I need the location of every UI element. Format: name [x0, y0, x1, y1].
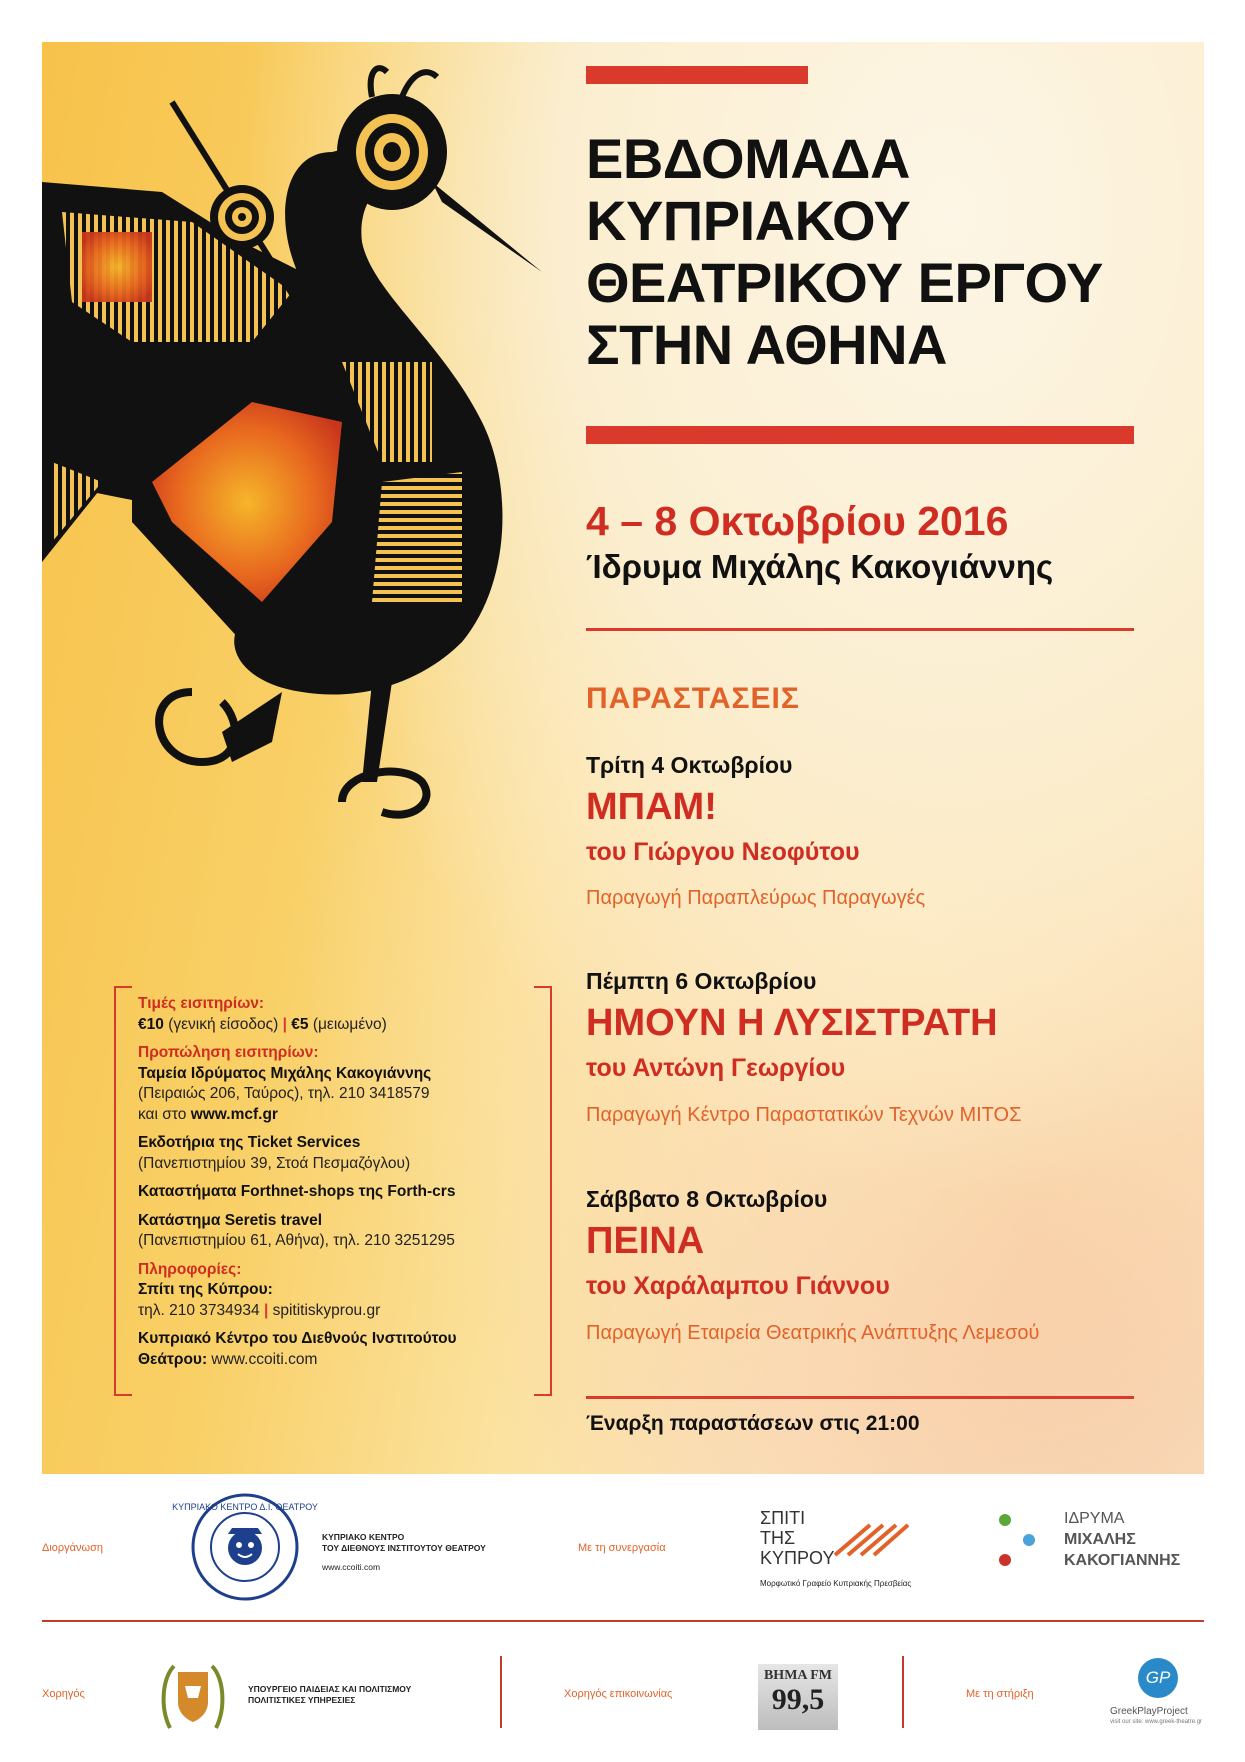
venue-divider	[586, 628, 1134, 631]
organizer-name-1: ΚΥΠΡΙΑΚΟ ΚΕΝΤΡΟ	[322, 1532, 405, 1542]
vima-fm-name: ΒΗΜΑ FM	[763, 1668, 833, 1683]
ticket-services-address: (Πανεπιστημίου 39, Στοά Πεσμαζόγλου)	[138, 1154, 411, 1172]
spiti-stripes-icon	[830, 1510, 910, 1560]
spiti-logo-line-1: ΣΠΙΤΙ	[760, 1508, 806, 1528]
price-reduced: €5	[291, 1015, 309, 1033]
footer-vline-2	[902, 1656, 904, 1728]
seal-text: ΚΥΠΡΙΑΚΟ ΚΕΝΤΡΟ Δ.Ι. ΘΕΑΤΡΟΥ	[172, 1502, 318, 1512]
mcf-line-2: ΜΙΧΑΛΗΣ	[1064, 1531, 1136, 1548]
ccoiti-label: Θεάτρου:	[138, 1350, 208, 1368]
ministry-line-1: ΥΠΟΥΡΓΕΙΟ ΠΑΙΔΕΙΑΣ ΚΑΙ ΠΟΛΙΤΙΣΜΟΥ	[248, 1684, 412, 1694]
vima-fm-freq: 99,5	[771, 1683, 825, 1716]
performance-3-title: ΠΕΙΝΑ	[586, 1220, 705, 1262]
organizer-label: Διοργάνωση	[42, 1542, 104, 1554]
box-corner-bl	[114, 1378, 132, 1396]
support-label: Με τη στήριξη	[966, 1688, 1034, 1700]
forthnet-shops: Καταστήματα Forthnet-shops της Forth-crs	[138, 1183, 456, 1200]
performance-2-title: ΗΜΟΥΝ Η ΛΥΣΙΣΤΡΑΤΗ	[586, 1002, 998, 1044]
price-reduced-label: (μειωμένο)	[312, 1015, 387, 1033]
organizer-web: www.ccoiti.com	[322, 1562, 381, 1572]
gp-mark: GP	[1145, 1668, 1171, 1687]
gp-name: GreekPlayProject	[1110, 1706, 1188, 1717]
contact-heading: Πληροφορίες:	[138, 1260, 242, 1278]
title-line-4: ΣΤΗΝ ΑΘΗΝΑ	[586, 313, 947, 376]
box-office: Ταμεία Ιδρύματος Μιχάλης Κακογιάννης	[138, 1064, 432, 1082]
spiti-web-link[interactable]: spititiskyprou.gr	[272, 1301, 381, 1319]
ticket-info	[138, 994, 538, 1378]
gp-logo-icon	[1138, 1658, 1178, 1698]
performance-3-author: του Χαράλαμπου Γιάννου	[586, 1272, 890, 1300]
title-line-3: ΘΕΑΤΡΙΚΟΥ ΕΡΓΟΥ	[586, 251, 1103, 314]
prices-heading: Τιμές εισιτηρίων:	[138, 995, 265, 1012]
performance-1-production: Παραγωγή Παραπλεύρως Παραγωγές	[586, 887, 926, 909]
ccoiti-line-1: Κυπριακό Κέντρο του Διεθνούς Ινστιτούτου	[138, 1330, 457, 1347]
box-office-web-prefix: και στο	[138, 1105, 187, 1123]
poster	[42, 42, 1204, 1474]
price-general: €10	[138, 1015, 164, 1033]
event-dates: 4 – 8 Οκτωβρίου 2016	[586, 498, 1009, 544]
spiti-logo	[760, 1508, 834, 1568]
performance-1-author: του Γιώργου Νεοφύτου	[586, 838, 860, 866]
spiti-logo-sub: Μορφωτικό Γραφείο Κυπριακής Πρεσβείας	[760, 1579, 912, 1588]
mcf-line-1: ΙΔΡΥΜΑ	[1064, 1510, 1125, 1527]
performance-2-production: Παραγωγή Κέντρο Παραστατικών Τεχνών ΜΙΤΟΣ	[586, 1104, 1022, 1126]
ministry-line-2: ΠΟΛΙΤΙΣΤΙΚΕΣ ΥΠΗΡΕΣΙΕΣ	[248, 1695, 356, 1705]
gp-sub: visit our site: www.greek-theatre.gr	[1110, 1719, 1203, 1725]
vima-fm-logo	[758, 1664, 838, 1730]
price-separator: |	[282, 1015, 287, 1033]
price-general-label: (γενική είσοδος)	[168, 1015, 279, 1033]
cooperation-label: Με τη συνεργασία	[578, 1542, 666, 1554]
organizer-name	[322, 1532, 486, 1554]
box-office-web-link[interactable]: www.mcf.gr	[190, 1105, 278, 1123]
organizer-name-2: ΤΟΥ ΔΙΕΘΝΟΥΣ ΙΝΣΤΙΤΟΥΤΟΥ ΘΕΑΤΡΟΥ	[322, 1543, 486, 1553]
mcf-dots-icon	[995, 1510, 1045, 1570]
ccoiti-seal-logo	[172, 1492, 318, 1602]
title-line-2: ΚΥΠΡΙΑΚΟΥ	[586, 189, 911, 252]
footer-vline-1	[500, 1656, 502, 1728]
mcf-logo	[1064, 1508, 1180, 1571]
seretis-travel: Κατάστημα Seretis travel	[138, 1211, 323, 1229]
presale-heading: Προπώληση εισιτηρίων:	[138, 1044, 319, 1061]
spiti-logo-line-3: ΚΥΠΡΟΥ	[760, 1548, 835, 1568]
performance-2-author: του Αντώνη Γεωργίου	[586, 1054, 846, 1082]
performance-2-day: Πέμπτη 6 Οκτωβρίου	[586, 968, 817, 994]
box-right-line	[550, 1002, 552, 1380]
footer-divider	[42, 1620, 1204, 1622]
bird-artwork	[42, 42, 582, 942]
title-top-bar	[586, 66, 808, 84]
event-venue: Ίδρυμα Μιχάλης Κακογιάννης	[586, 548, 1054, 585]
performance-1-title: ΜΠΑΜ!	[586, 786, 717, 828]
box-corner-br	[534, 1378, 552, 1396]
box-left-line	[114, 1002, 116, 1380]
spiti-separator: |	[263, 1301, 269, 1319]
performance-3-day: Σάββατο 8 Οκτωβρίου	[586, 1186, 828, 1212]
title-bottom-bar	[586, 426, 1134, 444]
ministry-name	[248, 1684, 411, 1706]
spiti-label: Σπίτι της Κύπρου:	[138, 1281, 273, 1298]
poster-title	[586, 128, 1103, 376]
box-office-address: (Πειραιώς 206, Ταύρος), τηλ. 210 3418579	[138, 1085, 430, 1102]
ccoiti-web-link[interactable]: www.ccoiti.com	[211, 1350, 318, 1368]
mcf-line-3: ΚΑΚΟΓΙΑΝΝΗΣ	[1064, 1552, 1181, 1569]
performance-3-production: Παραγωγή Εταιρεία Θεατρικής Ανάπτυξης Λεμεσού	[586, 1322, 1040, 1344]
sponsor-label: Χορηγός	[42, 1688, 85, 1700]
title-line-1: ΕΒΔΟΜΑΔΑ	[586, 127, 910, 190]
spiti-phone: τηλ. 210 3734934	[138, 1301, 260, 1319]
start-time: Έναρξη παραστάσεων στις 21:00	[586, 1412, 920, 1435]
performance-1-day: Τρίτη 4 Οκτωβρίου	[586, 752, 793, 778]
box-corner-tl	[114, 986, 132, 1004]
seretis-address: (Πανεπιστημίου 61, Αθήνα), τηλ. 210 3251295	[138, 1232, 455, 1249]
media-sponsor-label: Χορηγός επικοινωνίας	[564, 1688, 673, 1700]
cyprus-emblem-icon	[160, 1658, 226, 1734]
performances-heading: ΠΑΡΑΣΤΑΣΕΙΣ	[586, 682, 800, 715]
start-divider	[586, 1396, 1134, 1399]
ticket-services: Εκδοτήρια της Ticket Services	[138, 1134, 361, 1151]
spiti-logo-line-2: ΤΗΣ	[760, 1528, 796, 1548]
